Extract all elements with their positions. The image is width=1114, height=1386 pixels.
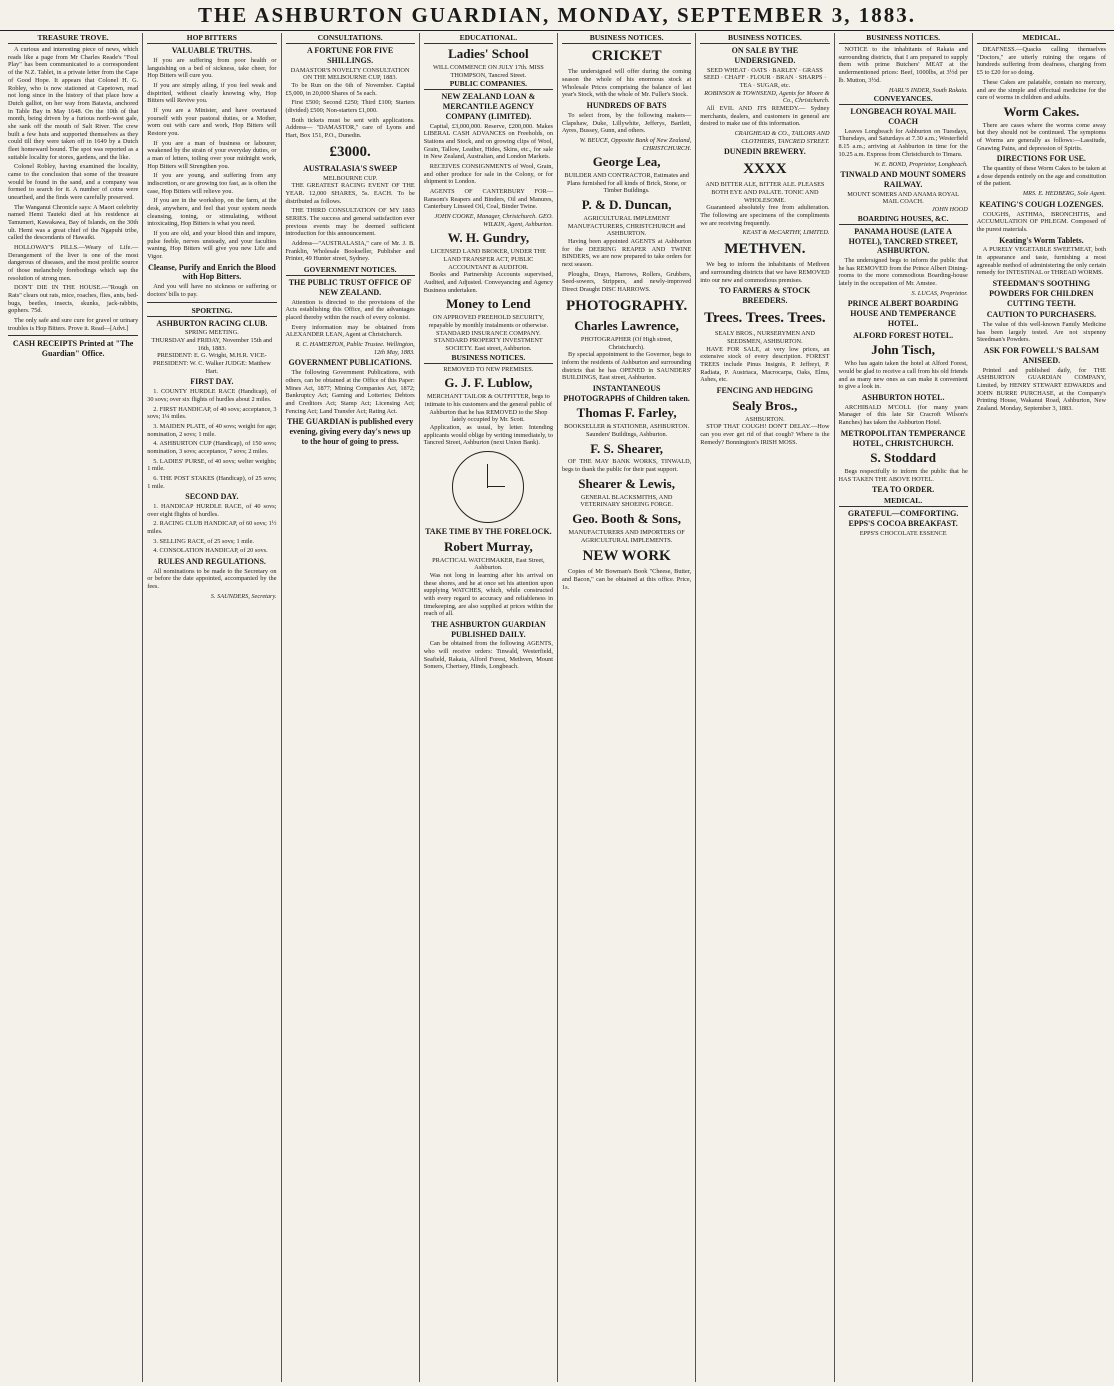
ad-heading: PRINCE ALBERT BOARDING HOUSE AND TEMPERANCE HOTEL. bbox=[847, 299, 959, 328]
article-paragraph: NOTICE to the inhabitants of Rakaia and surrounding districts, that I am prepared to supply them with prime Butchers' MEAT at the undermentioned prices: Beef, 1000lbs, at 3½d per lb. Mutton, 3½d. bbox=[838, 46, 968, 84]
article-paragraph: First £500; Second £250; Third £100; Starters (divided) £500; Non-starters £1,000. bbox=[285, 99, 415, 114]
article-paragraph: If you are old, and your blood thin and impure, pulse feeble, nerves unsteady, and your faculties waning, Hop Bitters will give you new Life and Vigor. bbox=[147, 230, 277, 261]
ad-subtext: THURSDAY and FRIDAY, November 15th and 16th, 1883. bbox=[151, 337, 273, 352]
article-paragraph: Application, as usual, by letter. Intending applicants would oblige by writing immediately, to Tancred Street, Ashburton (next Union Bank). bbox=[423, 423, 553, 447]
ad-subtext: MELBOURNE CUP. bbox=[323, 174, 378, 182]
ad-heading: ASHBURTON HOTEL. bbox=[861, 392, 945, 402]
ad-heading: AUSTRALASIA'S SWEEP bbox=[303, 163, 398, 173]
ad-heading: CASH RECEIPTS Printed at "The Guardian" Office. bbox=[12, 339, 134, 359]
ad-name: Geo. Booth & Sons, bbox=[572, 510, 681, 526]
section-header: BUSINESS NOTICES. bbox=[562, 33, 691, 44]
ad-heading: NEW ZEALAND LOAN & MERCANTILE AGENCY COMPANY (LIMITED). bbox=[441, 92, 536, 121]
signature: KEAST & McCARTHY, LIMITED. bbox=[742, 229, 830, 237]
section-header: MEDICAL. bbox=[839, 496, 968, 507]
section-header: BUSINESS NOTICES. bbox=[839, 33, 968, 44]
section-header: PUBLIC COMPANIES. bbox=[424, 79, 553, 90]
ad-subtext: STANDARD INSURANCE COMPANY. STANDARD PROPERTY INVESTMENT SOCIETY. East street, Ashburton. bbox=[434, 329, 543, 352]
article-paragraph: Who has again taken the hotel at Alford Forest, would be glad to receive a call from his old friends and as many new ones as can make it convenient to give a look in. bbox=[838, 360, 968, 391]
section-header: BUSINESS NOTICES. bbox=[424, 353, 553, 364]
article-paragraph: The undersigned will offer during the coming season the whole of his enormous stock at Wholesale Prices comprising the balance of last year's Stock, with the whole of Mr. Fuller's Stock. bbox=[562, 68, 692, 99]
article-paragraph: The value of this well-known Family Medicine has been largely tested. Are not sixpenny Steedman's Powders. bbox=[976, 321, 1106, 344]
article-paragraph: Every information may be obtained from ALEXANDER LEAN, Agent at Christchurch. bbox=[285, 323, 415, 339]
article-paragraph: The Wanganui Chronicle says: A Maori celebrity named Hemi Tauteki died at his residence at Tamumeri, Kawakawa, Bay of Islands, on the 30th ult. Hemi was a great chief of the Ngapuhi tribe, called the descendants of Hawaiki. bbox=[8, 203, 139, 242]
article-paragraph: DON'T DIE IN THE HOUSE.—"Rough on Rats" clears out rats, mice, roaches, flies, ants, bed-bugs, beetles, insects, skunks, jack-rabbits, gophers. 75d. bbox=[8, 284, 139, 315]
ad-heading: TINWALD AND MOUNT SOMERS RAILWAY. bbox=[840, 170, 966, 189]
ad-subtext: MOUNT SOMERS AND ANAMA ROYAL MAIL COACH. bbox=[847, 190, 960, 206]
signature: R. C. HAMERTON, Public Trustee. Wellington, 12th May, 1883. bbox=[295, 341, 415, 356]
ad-banner: £3000. bbox=[329, 143, 371, 160]
ad-subtext: WILL COMMENCE ON JULY 17th. MISS THOMPSON, Tancred Street. bbox=[432, 64, 544, 79]
ad-subtext: SEALY BROS., NURSERYMEN AND SEEDSMEN, ASHBURTON. bbox=[714, 330, 815, 345]
section-header: BOARDING HOUSES, &C. bbox=[839, 214, 968, 225]
article-paragraph: STOP THAT COUGH! DON'T DELAY.—How can you ever get rid of that cough? Where is the Remedy? Bonnington's IRISH MOSS. bbox=[700, 423, 830, 446]
article-paragraph: HOLLOWAY'S PILLS.—Weary of Life.—Derangement of the liver is one of the most dangerous of diseases, and the most prolific source of those melancholy forebodings which sap the resolution of strong men. bbox=[8, 243, 139, 282]
article-paragraph: Leaves Longbeach for Ashburton on Tuesdays, Thursdays, and Saturdays at 7.30 a.m.; Westerfield 8.15 a.m.; arriving at Ashburton in time for the 10.25 a.m. Express from Christchurch to Timaru. bbox=[838, 127, 968, 158]
divider bbox=[8, 335, 138, 336]
article-paragraph: DEAFNESS.—Quacks calling themselves "Doctors," are utterly ruining the organs of hundreds suffering from deafness, charging from £5 to £20 for so doing. bbox=[976, 46, 1106, 77]
article-paragraph: 6. THE POST STAKES (Handicap), of 25 sovs; 1 mile. bbox=[147, 474, 277, 490]
ad-heading: ALFORD FOREST HOTEL. bbox=[853, 330, 954, 340]
ad-heading: DIRECTIONS FOR USE. bbox=[996, 154, 1086, 164]
signature: HARL'S INDER, South Rakaia. bbox=[888, 86, 968, 94]
section-header: BUSINESS NOTICES. bbox=[700, 33, 829, 44]
ad-heading: LONGBEACH ROYAL MAIL COACH bbox=[850, 107, 956, 127]
article-paragraph: 3. MAIDEN PLATE, of 40 sovs; weight for age; nomination, 2 sovs; 1 mile. bbox=[147, 422, 277, 438]
columns bbox=[4, 33, 1110, 1382]
ad-heading: Cleanse, Purify and Enrich the Blood with Hop Bitters. bbox=[148, 262, 276, 282]
ad-subtext: AGRICULTURAL IMPLEMENT MANUFACTURERS, CHRISTCHURCH and ASHBURTON. bbox=[567, 214, 686, 238]
ad-name: S. Stoddard bbox=[870, 450, 936, 466]
column-7 bbox=[834, 33, 972, 1382]
ad-heading: Keating's Worm Tablets. bbox=[999, 235, 1084, 245]
ad-banner: METHVEN. bbox=[724, 241, 806, 258]
ad-heading: HUNDREDS OF BATS bbox=[586, 101, 667, 111]
ad-heading: STEEDMAN'S SOOTHING POWDERS FOR CHILDREN CUTTING TEETH. bbox=[989, 279, 1094, 308]
signature: W. E. BOND, Proprietor, Longbeach. bbox=[873, 160, 968, 168]
ad-heading: DUNEDIN BREWERY. bbox=[724, 147, 806, 157]
article-paragraph: HAVE FOR SALE, at very low prices, an extensive stock of every description. FOREST TREES include Pinus Insignis, P. Jeffreyi, P. Radiata, P. Austriaca, Macrocarpa, Oaks, Elms, Ashes, etc. bbox=[700, 345, 830, 384]
article-paragraph: Both tickets must be sent with applications. Address— "DAMASTOR," care of Lyons and Hart, Box 151, P.O., Dunedin. bbox=[285, 116, 415, 140]
ad-subtext: LICENSED LAND BROKER, UNDER THE LAND TRANSFER ACT, PUBLIC ACCOUNTANT & AUDITOR. bbox=[430, 248, 546, 271]
ad-subtext: PRACTICAL WATCHMAKER, East Street, Ashburton. bbox=[432, 556, 545, 572]
article-paragraph: RECEIVES CONSIGNMENTS of Wool, Grain, and other produce for sale in the Colony, or for shipment to London. bbox=[423, 163, 553, 186]
article-paragraph: 4. CONSOLATION HANDICAP, of 20 sovs. bbox=[153, 547, 268, 555]
signature: CRAIGHEAD & CO., TAILORS AND CLOTHIERS, TANCRED STREET. bbox=[734, 130, 830, 145]
section-header: CONVEYANCES. bbox=[839, 94, 968, 105]
article-paragraph: If you are a man of business or labourer, weakened by the strain of your everyday duties, or a man of letters, toiling over your midnight work, Hop Bitters will Strengthen you. bbox=[147, 139, 277, 170]
signature: ROBINSON & TOWNSEND, Agents for Moore & Co., Christchurch. bbox=[704, 89, 830, 105]
article-paragraph: ARCHIBALD M'COLL (for many years Manager of this late Sir Cracroft Wilson's Ranches) has taken the Ashburton Hotel. bbox=[838, 403, 968, 427]
ad-banner: CRICKET bbox=[591, 48, 662, 65]
ad-banner: PHOTOGRAPHY. bbox=[565, 297, 688, 314]
ad-heading: FENCING AND HEDGING bbox=[716, 385, 814, 395]
ad-name: W. H. Gundry, bbox=[447, 230, 530, 246]
ad-heading: THE ASHBURTON GUARDIAN PUBLISHED DAILY. bbox=[431, 619, 546, 639]
section-header: HOP BITTERS bbox=[147, 33, 276, 44]
article-paragraph: The undersigned begs to inform the public that he has REMOVED from the Prince Albert Dining-rooms to the more commodious Boarding-house lately in the occupation of Mr. Amstee. bbox=[838, 257, 968, 288]
article-paragraph: If you are young, and suffering from any indiscretion, or are growing too fast, as is often the case, Hop Bitters will relieve you. bbox=[147, 172, 277, 195]
article-paragraph: COUGHS, ASTHMA, BRONCHITIS, and ACCUMULATION OF PHLEGM. Composed of the purest materials. bbox=[976, 210, 1106, 233]
ad-heading: ON SALE BY THE UNDERSIGNED. bbox=[731, 46, 799, 65]
article-paragraph: The following Government Publications, with others, can be obtained at the Office of this Paper: Mines Act, 1877; Mining Companies Act, 1872; Bankruptcy Act; Gaming and Lotteries; Debtors and Creditors Act; Stamp Act; Licensing Act; Fencing Act; Land Transfer Act; Rating Act. bbox=[285, 369, 415, 415]
ad-heading: THE PUBLIC TRUST OFFICE OF NEW ZEALAND. bbox=[288, 278, 412, 298]
article-paragraph: Address—"AUSTRALASIA," care of Mr. J. B. Franklin, Wholesale Bookseller, Publisher and Printer, 49 Hunter street, Sydney. bbox=[285, 240, 415, 263]
ad-name: Charles Lawrence, bbox=[574, 317, 679, 333]
article-paragraph: 5. LADIES' PURSE, of 40 sovs; welter weights; 1 mile. bbox=[147, 457, 277, 473]
ad-subtext: BUILDER AND CONTRACTOR, Estimates and Plans furnished for all kinds of Brick, Stone, or Timber Buildings. bbox=[564, 172, 689, 195]
article-paragraph: To select from, by the following makers— Clapshaw, Duke, Lillywhite, Jefferys, Bartlett, Ayres, Bussey, Gunn, and others. bbox=[562, 111, 692, 135]
ad-heading: GRATEFUL—COMFORTING. EPPS'S COCOA BREAKFAST. bbox=[847, 509, 959, 529]
ad-name: Thomas F. Farley, bbox=[576, 405, 677, 421]
article-paragraph: AGENTS OF CANTERBURY FOR— Ransom's Reapers and Binders, Oil and Manures, Canterbury Linseed Oil, Coal, Binder Twine. bbox=[423, 188, 553, 211]
ad-heading: FIRST DAY. bbox=[190, 377, 234, 387]
article-paragraph: Guaranteed absolutely free from adulteration. The following are specimens of the compliments we are receiving frequently. bbox=[700, 204, 830, 227]
article-paragraph: Was not long in learning after his arrival on these shores, and he at once set his attention upon supplying WATCHES, which, while constructed with every regard to accuracy and reliableness in timekeeping, are also supplied at prices within the reach of all. bbox=[423, 571, 553, 618]
ad-name: P. & D. Duncan, bbox=[581, 197, 672, 213]
ad-subtext: PHOTOGRAPHER (Of High street, Christchurch). bbox=[580, 335, 673, 351]
section-header: CONSULTATIONS. bbox=[286, 33, 415, 44]
article-paragraph: There are cases where the worms come away but they should not be continued. The symptoms of Worms are generally as follows:—Lassitude, Gnawing Pains, and depression of Spirits. bbox=[976, 121, 1106, 152]
column-4 bbox=[419, 33, 557, 1382]
ad-name: Money to Lend bbox=[446, 296, 531, 312]
ad-subtext: GENERAL BLACKSMITHS, AND VETERINARY SHOEING FORGE. bbox=[580, 493, 673, 509]
ad-banner: Trees. Trees. Trees. bbox=[704, 309, 826, 326]
article-paragraph: 4. ASHBURTON CUP (Handicap), of 150 sovs; nomination, 3 sovs; acceptance, 7 sovs; 2 miles. bbox=[147, 440, 277, 455]
ad-subtext: DAMASTOR'S NOVELTY CONSULTATION ON THE MELBOURNE CUP, 1883. bbox=[290, 66, 410, 82]
ad-subtext: EPPS'S CHOCOLATE ESSENCE bbox=[859, 529, 947, 537]
ad-heading: THE GUARDIAN is published every evening, giving every day's news up to the hour of going to press. bbox=[287, 417, 414, 446]
ad-heading: VALUABLE TRUTHS. bbox=[171, 46, 252, 56]
ad-heading: ASK FOR FOWELL'S BALSAM ANISEED. bbox=[983, 346, 1100, 365]
article-paragraph: Attention is directed to the provisions of the Acts establishing this Office, and the advantages placed thereby within the reach of every colonist. bbox=[285, 298, 415, 322]
article-paragraph: 1. HANDICAP HURDLE RACE, of 40 sovs; over eight flights of hurdles. bbox=[147, 503, 277, 518]
ad-subtext: AND BITTER ALE, BITTER ALE. PLEASES BOTH EYE AND PALATE. TONIC AND WHOLESOME. bbox=[705, 181, 825, 204]
ad-banner: NEW WORK bbox=[582, 548, 671, 565]
ad-subtext: SPRING MEETING. bbox=[184, 329, 239, 337]
ad-heading: ASHBURTON RACING CLUB. bbox=[156, 318, 268, 328]
section-header: EDUCATIONAL. bbox=[424, 33, 553, 44]
article-paragraph: Ploughs, Drays, Harrows, Rollers, Grubbers, Seed-sowers, Strippers, and newly-improved Direct Draught DISC HARROWS. bbox=[562, 270, 692, 294]
signature: S. LUCAS, Proprietor. bbox=[911, 289, 968, 297]
signature: S. SAUNDERS, Secretary. bbox=[210, 592, 277, 600]
ad-subtext: ON APPROVED FREEHOLD SECURITY, repayable by monthly instalments or otherwise. bbox=[428, 314, 549, 329]
article-paragraph: 2. RACING CLUB HANDICAP, of 60 sovs; 1½ miles. bbox=[147, 520, 277, 536]
article-paragraph: A PURELY VEGETABLE SWEETMEAT, both in appearance and taste, furnishing a most agreeable method of administering the only certain remedy for INTESTINAL or THREAD WORMS. bbox=[976, 246, 1106, 277]
section-header: GOVERNMENT NOTICES. bbox=[286, 265, 415, 276]
column-1 bbox=[4, 33, 142, 1382]
signature: JOHN COOKE, Manager, Christchurch. GEO. WILKIN, Agent, Ashburton. bbox=[434, 213, 553, 228]
article-paragraph: If you are in the workshop, on the farm, at the desk, anywhere, and feel that your system needs cleansing, toning, or stimulating, without intoxicating, Hop Bitters is what you need. bbox=[147, 197, 277, 228]
ad-subtext: REMOVED TO NEW PREMISES. bbox=[443, 365, 534, 373]
article-paragraph: Printed and published daily, for THE ASHBURTON GUARDIAN COMPANY, Limited, by HENRY STEWART EDWARDS and JOHN BURRE PURCHASE, at the Company's Printing House, Wakanui Road, Ashburton, New Zealand. Monday, September 3, 1883. bbox=[976, 366, 1106, 412]
ad-heading: TAKE TIME BY THE FORELOCK. bbox=[425, 526, 552, 536]
article-paragraph: THE THIRD CONSULTATION OF MY 1883 SERIES. The success and general satisfaction ever previous events may be deemed sufficient introduction for this announcement. bbox=[285, 207, 415, 238]
ad-heading: TO FARMERS & STOCK BREEDERS. bbox=[719, 286, 811, 306]
article-paragraph: If you are a Minister, and have overtaxed yourself with your pastoral duties, or a Mother, worn out with care and work, Hop Bitters will Restore you. bbox=[147, 106, 277, 137]
article-paragraph: By special appointment to the Governor, begs to inform the residents of Ashburton and surrounding districts that he has OPENED in SAUNDERS' BUILDINGS, East street, Ashburton. bbox=[562, 351, 692, 382]
ad-subtext: MERCHANT TAILOR & OUTFITTER, begs to intimate to his customers and the general public of Ashburton that he has REMOVED to the Shop lately occupied by Mr. Scott. bbox=[424, 393, 553, 424]
ad-subtext: PRESIDENT: E. G. Wright, M.H.R. VICE-PRESIDENT: W. C. Walker JUDGE: Matthew Hart. bbox=[152, 352, 271, 375]
ad-heading: KEATING'S COUGH LOZENGES. bbox=[979, 199, 1104, 209]
article-paragraph: We beg to inform the inhabitants of Methven and surrounding districts that we have REMOVED into our new and commodious premises. bbox=[700, 261, 830, 284]
column-8 bbox=[972, 33, 1110, 1382]
article-paragraph: If you are suffering from poor health or languishing on a bed of sickness, take cheer, for Hop Bitters will cure you. bbox=[147, 56, 277, 80]
article-paragraph: Can be obtained from the following AGENTS, who will receive orders: Tinwald, Westerfield, Seafield, Rakaia, Alford Forest, Methven, Mount Somers, Chertsey, Hinds, Longbeach. bbox=[423, 640, 553, 671]
ad-name: Worm Cakes. bbox=[1003, 103, 1080, 119]
article-paragraph: Capital, £3,000,000. Reserve, £200,000. Makes LIBERAL CASH ADVANCES on Freeholds, on Stations and Stock, and on growing clips of Wool, Grain, Tallow, Leather, Hides, Skins, etc., for sale in New Zealand, Australian, and London Markets. bbox=[423, 122, 553, 161]
clock-icon bbox=[452, 451, 524, 523]
ad-heading: METROPOLITAN TEMPERANCE HOTEL, CHRISTCHURCH. bbox=[840, 428, 966, 448]
ad-subtext: BOOKSELLER & STATIONER, ASHBURTON. Saunders' Buildings, Ashburton. bbox=[564, 423, 690, 438]
article-paragraph: All nominations to be made to the Secretary on or before the date appointed, accompanied by the fees. bbox=[147, 567, 277, 591]
ad-name: Sealy Bros., bbox=[732, 397, 798, 413]
article-paragraph: Copies of Mr Bowman's Book "Cheese, Butter, and Bacon," can be obtained at this office. Price, 1s. bbox=[562, 568, 692, 591]
ad-subtext: ASHBURTON. bbox=[745, 415, 785, 423]
ad-name: Robert Murray, bbox=[443, 538, 533, 554]
article-paragraph: Books and Partnership Accounts supervised, Audited, and Adjusted. Conveyancing and Agency Business undertaken. bbox=[423, 271, 553, 294]
article-paragraph: A curious and interesting piece of news, which reads like a page from Mr Charles Reade's "Foul Play" has been communicated to a correspondent of the N.Z. Tablet, in a private letter from the Cape of Good Hope. It appears that Colonel H. G. Robley, who is now stationed at Capetown, read not long since in the history of that place how a Dutch galliot, on her way from Batavia, anchored in Table Bay in May 1648. On the 10th of that month, being driven by a furious north-west gale, she sank off the mouth of Salt River. The crew built a few huts and supported themselves as they could till they were taken off in 1649 by a Dutch fleet homeward bound. The spot was reported as a suitable locality for stores, gardens, and the like. bbox=[8, 46, 139, 161]
ad-name: Ladies' School bbox=[448, 46, 529, 62]
ad-heading: SECOND DAY. bbox=[185, 492, 239, 502]
article-paragraph: If you are simply ailing, if you feel weak and dispirited, without clearly knowing why, Hop Bitters will Revive you. bbox=[147, 81, 277, 105]
ad-name: Shearer & Lewis, bbox=[578, 475, 675, 491]
column-5 bbox=[557, 33, 695, 1382]
signature: MRS. E. HEDBERG, Sole Agent. bbox=[1022, 190, 1106, 198]
signature: W. BEUCE, Opposite Bank of New Zealand, CHRISTCHURCH. bbox=[579, 136, 692, 152]
article-paragraph: And you will have no sickness or suffering or doctors' bills to pay. bbox=[147, 283, 277, 298]
ad-name: G. J. F. Lublow, bbox=[444, 375, 533, 391]
section-header: SPORTING. bbox=[147, 306, 276, 317]
article-paragraph: 2. FIRST HANDICAP, of 40 sovs; acceptance, 3 sovs; 1¼ miles. bbox=[147, 405, 277, 421]
article-paragraph: THE GREATEST RACING EVENT OF THE YEAR. 12,000 SHARES, 5s. EACH. To be distributed as follows. bbox=[285, 182, 415, 205]
ad-heading: RULES AND REGULATIONS. bbox=[157, 557, 266, 567]
article-paragraph: Colonel Robley, having examined the locality, came to the conclusion that some of the treasure would be found in the sand, and a company was formed to search for it. A number of coins were unearthed, and the finds were carefully preserved. bbox=[8, 163, 139, 201]
column-6 bbox=[695, 33, 833, 1382]
section-header: MEDICAL. bbox=[977, 33, 1106, 44]
article-paragraph: Having been appointed AGENTS at Ashburton for the DEERING REAPER AND TWINE BINDERS, we are now prepared to take orders for next season. bbox=[562, 237, 692, 268]
article-paragraph: The only safe and sure cure for gravel or urinary troubles is Hop Bitters. Prove it. Read—[Advt.] bbox=[8, 316, 139, 332]
ad-heading: A FORTUNE FOR FIVE SHILLINGS. bbox=[307, 46, 394, 65]
column-3 bbox=[281, 33, 419, 1382]
ad-heading: GOVERNMENT PUBLICATIONS. bbox=[288, 358, 412, 368]
ad-name: George Lea, bbox=[592, 154, 661, 170]
article-paragraph: To be Run on the 6th of November. Capital £5,000, in 20,000 Shares of 5s each. bbox=[285, 81, 415, 97]
ad-subtext: SEED WHEAT · OATS · BARLEY · GRASS SEED · CHAFF · FLOUR · BRAN · SHARPS · TEA · SUGAR, etc. bbox=[703, 66, 827, 89]
ad-heading: CAUTION TO PURCHASERS. bbox=[986, 310, 1097, 320]
ad-subtext: MANUFACTURERS AND IMPORTERS OF AGRICULTURAL IMPLEMENTS. bbox=[568, 528, 685, 544]
masthead-title: THE ASHBURTON GUARDIAN, MONDAY, SEPTEMBER 3, 1883. bbox=[0, 0, 1114, 31]
article-paragraph: The quantity of these Worm Cakes to be taken at a dose depends entirely on the age and constitution of the patient. bbox=[976, 165, 1106, 188]
article-paragraph: All EVIL AND ITS REMEDY.— Sydney merchants, dealers, and customers in general are desired to make use of this information. bbox=[700, 105, 830, 128]
article-paragraph: These Cakes are palatable, contain no mercury, and are the simple and effectual medicine for the cure of worms in children and adults. bbox=[976, 78, 1106, 102]
article-paragraph: 3. SELLING RACE, of 25 sovs; 1 mile. bbox=[153, 537, 254, 545]
article-paragraph: 1. COUNTY HURDLE RACE (Handicap), of 30 sovs; over six flights of hurdles about 2 miles. bbox=[147, 388, 277, 403]
ad-banner: XXXX bbox=[743, 161, 787, 178]
ad-name: John Tisch, bbox=[871, 342, 936, 358]
signature: JOHN HOOD bbox=[931, 206, 968, 214]
divider bbox=[147, 302, 276, 303]
article-paragraph: Begs respectfully to inform the public that he HAS TAKEN THE ABOVE HOTEL. bbox=[838, 468, 968, 483]
article-paragraph: OF THE MAY BANK WORKS, TINWALD, begs to thank the public for their past support. bbox=[562, 458, 692, 474]
ad-heading: INSTANTANEOUS PHOTOGRAPHS of Children taken. bbox=[563, 383, 690, 403]
column-2 bbox=[142, 33, 280, 1382]
ad-name: F. S. Shearer, bbox=[590, 440, 664, 456]
ad-heading: TEA TO ORDER. bbox=[872, 485, 935, 495]
section-header: TREASURE TROVE. bbox=[8, 33, 138, 44]
ad-heading: PANAMA HOUSE (LATE A HOTEL), TANCRED STREET, ASHBURTON. bbox=[848, 226, 958, 256]
